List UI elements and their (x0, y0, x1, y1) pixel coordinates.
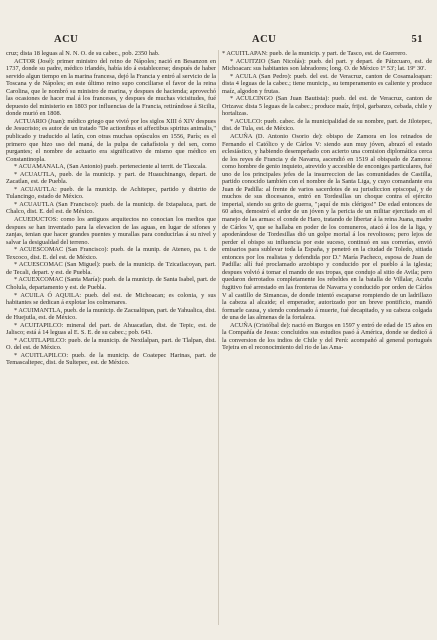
left-running-head: ACU (54, 34, 79, 45)
entry-paragraph: ACTOR (José): primer ministro del reino de Nápoles; nació en Besanzon en 1737, donde su padre, médico irlandés, había ido á establecerse; después de haber servido algun tiempo en la marina francesa, dejó la Francia y entró al servicio de la Toscana y de Nápoles; en este último reino supo conciliarse el favor de la reina Carolina, que le nombró su ministro de marina, y despues de hacienda; aprovechó las ocasiones de hacer mal á los franceses, y despues de muchas vicisitudes, fué depuesto del ministerio en 1803 por influencias de la Francia, retirándose á Sicilia, donde murió en 1808. (6, 57, 216, 118)
entry-paragraph: ACUÑA (D. Antonio Osorio de): obispo de Zamora en los reinados de Fernando el Católico y de Cárlos V: siendo aun muy jóven, abrazó el estado eclesiástico, y habiendo desempeñado con acierto una comision diplomática cerca de los reyes de Francia y de Navarra, ascendió en 1519 al obispado de Zamora: como hombre de genio inquieto, atrevido y accesible de enconiges particulares, fué uno de los principales jefes de la insurreccion de las comunidades de Castilla, partido conocido también con el nombre de la Santa Liga, y cuyo comandante era Juan de Padilla: al frente de varios sacerdotes de su jurisdiccion episcopal, y de muchos de sus diocesanos, entró en Tordesillas un choque contra el ejército imperial, siendo su grito de guerra, "¡aquí de mis clérigos!" De edad entonces de 60 años, demostró el ardor de un jóven y la pericia de un militar ejercitado en el manejo de las armas: el conde de Haro, tratando de libertar á la reina Juana, madre de Cárlos V, que se hallaba en poder de los comuneros, atacó á los de la liga, y apoderándose de Tordesillas dió un golpe mortal á los revoltosos; pero lejos de perder el obispo su influencia por este suceso, continuó en sus correrías, envió emisarios para sublevar toda la España, y penetró en la ciudad de Toledo, sitiada entonces por los realistas y defendida por D.ª María Pacheco, esposa de Juan de Padilla: allí fué proclamado arzobispo y conducido por el pueblo á la iglesia; despues volvió á tomar el mando de sus tropas, que condujo al sitio de Avila; pero quedaron derrotados completamente los rebeldes en la batalla de Villalar, Acuña fugitivo fué arrestado en las fronteras de Navarra y conducido por orden de Cárlos V al castillo de Simancas, de donde intentó escaparse rompiendo de un ladrillazo la cabeza al alcaide; el emperador, autorizado por un breve pontificio, mandó formarle causa, y siendo condenado á muerte, fué decapitado, y su cabeza colgada de una de las almenas de la fortaleza. (222, 133, 432, 322)
entry-paragraph: * ACUAUTLA (San Francisco): pueb. de la municip. de Ixtapaluca, part. de Chalco, dist. E. del est. de México. (6, 200, 216, 216)
entry-paragraph: cruz; dista 18 leguas al N. N. O. de su cabec., pob. 2350 hab. (6, 50, 160, 57)
entry-paragraph: * ACULCINGO (San Juan Bautista): pueb. del est. de Veracruz, canton de Orizava: dista 5 leguas de la cabec.; produce maíz, frijol, garbanzo, cebada, chile y hortalizas. (222, 95, 432, 118)
entry-paragraph: * ACULCO: pueb. cabec. de la municipalidad de su nombre, part. de Jilotepec, dist. de Tula, est. de México. (222, 117, 432, 133)
page-number: 51 (411, 34, 423, 45)
entry-paragraph: * ACUILA Ó AQUILA: pueb. del est. de Michoacan; es colonia, y sus habitantes se dedican á explotar los colmenares. (6, 291, 216, 307)
entry-paragraph: * ACUITZIO (San Nicolás): pueb. del part. y depart. de Pátzcuaro, est. de Michoacan: sus habitantes son labradores; long. O. de México 1º 53'; lat. 19º 30'. (222, 57, 432, 73)
right-running-head: ACU (252, 34, 277, 45)
entry-paragraph: * ACUITLAPAN: pueb. de la municip. y part. de Tasco, est. de Guerrero. (222, 50, 407, 57)
page-header (14, 34, 423, 50)
entry-paragraph: * ACUITLAPILCO: pueb. de la municip. de Nextlalpan, part. de Tlalpan, dist. O. del est. de México. (6, 336, 216, 352)
entry-paragraph: * ACUAUTLA: pueb. de la municip. de Achitepec, partido y distrito de Tulancingo, estado de México. (6, 185, 216, 201)
entry-paragraph: ACUEDUCTOS: como los antiguos arquitectos no conocian los medios que despues se han inventado para la elevacion de las aguas, en lugar de sifones y zanjas, tenian que hacer grandes puentes y murallas para conducirlas á su nivel y salvar la desigualdad del terreno. (6, 216, 216, 246)
entry-paragraph: * ACUITLAPILCO: pueb. de la municip. de Coatepec Harinas, part. de Temascaltepec, dist. de Sultepec, est. de México. (6, 351, 216, 367)
entry-paragraph: * ACUITAPILCO: mineral del part. de Ahuacatlan, dist. de Tepic, est. de Jalisco; está á 14 leguas al E. S. E. de su cabec.; pob. 643. (6, 321, 216, 337)
left-column (6, 50, 216, 630)
column-divider (218, 50, 219, 625)
entry-paragraph: * ACULA (San Pedro): pueb. del est. de Veracruz, canton de Cosamaloapan: dista 4 leguas de la cabec.; tiene municip., su temperamento es caliente y produce maíz, algodon y frutas. (222, 72, 432, 95)
entry-paragraph: * ACUESCOMAC (San Francisco): pueb. de la munip. de Ateneo, pa. t. de Texcoco, dist. E. del est. de México. (6, 246, 216, 261)
entry-paragraph: * ACUESCOMAC (San Miguel): pueb. de la municip. de Tzicatlacoyan, part. de Tecali, depart. y est. de Puebla. (6, 261, 216, 276)
entry-paragraph: ACUÑA (Cristóbal de): nació en Burgos en 1597 y entró de edad de 15 años en la Compañía de Jesus: concluidos sus estudios pasó á América, donde se dedicó á la conversion de los indios de Chile y del Perú: acompañó al general portugués Tejeira en el reconocimiento del rio de las Ama- (222, 321, 432, 352)
entry-paragraph: * ACUIMANTLA, pueb. de la municip. de Zacualtipan, part. de Yahualica, dist. de Huejutla, est. de México. (6, 306, 216, 322)
entry-paragraph: * ACUAUTLA, pueb. de la municip. y part. de Huauchinango, depart. de Zacatlan, est. de Puebla. (6, 170, 216, 186)
entry-paragraph: * ACUAMANALA, (San Antonio) pueb. perteneciente al territ. de Tlaxcala. (14, 163, 207, 171)
entry-paragraph: ACTUARIO (Juan): médico griego que vivió por los siglos XIII ó XIV despues de Jesucristo; es autor de un tratado "De actionibus et affectibus spiritus animalis," publicado y traducido al latín, con otras muchas opúsculos en 1556, París; es el primero que hizo uso del maná, de la pulpa de cañafístola y del sen, como purgantes; el nombre de actuario era significativo de mismo que médico en Constantinopla. (6, 117, 216, 163)
right-column (222, 50, 432, 630)
entry-paragraph: * ACUEXCOMAC (Santa María): pueb. de la municip. de Santa Isabel, part. de Cholula, departamento y est. de Puebla. (6, 276, 216, 291)
